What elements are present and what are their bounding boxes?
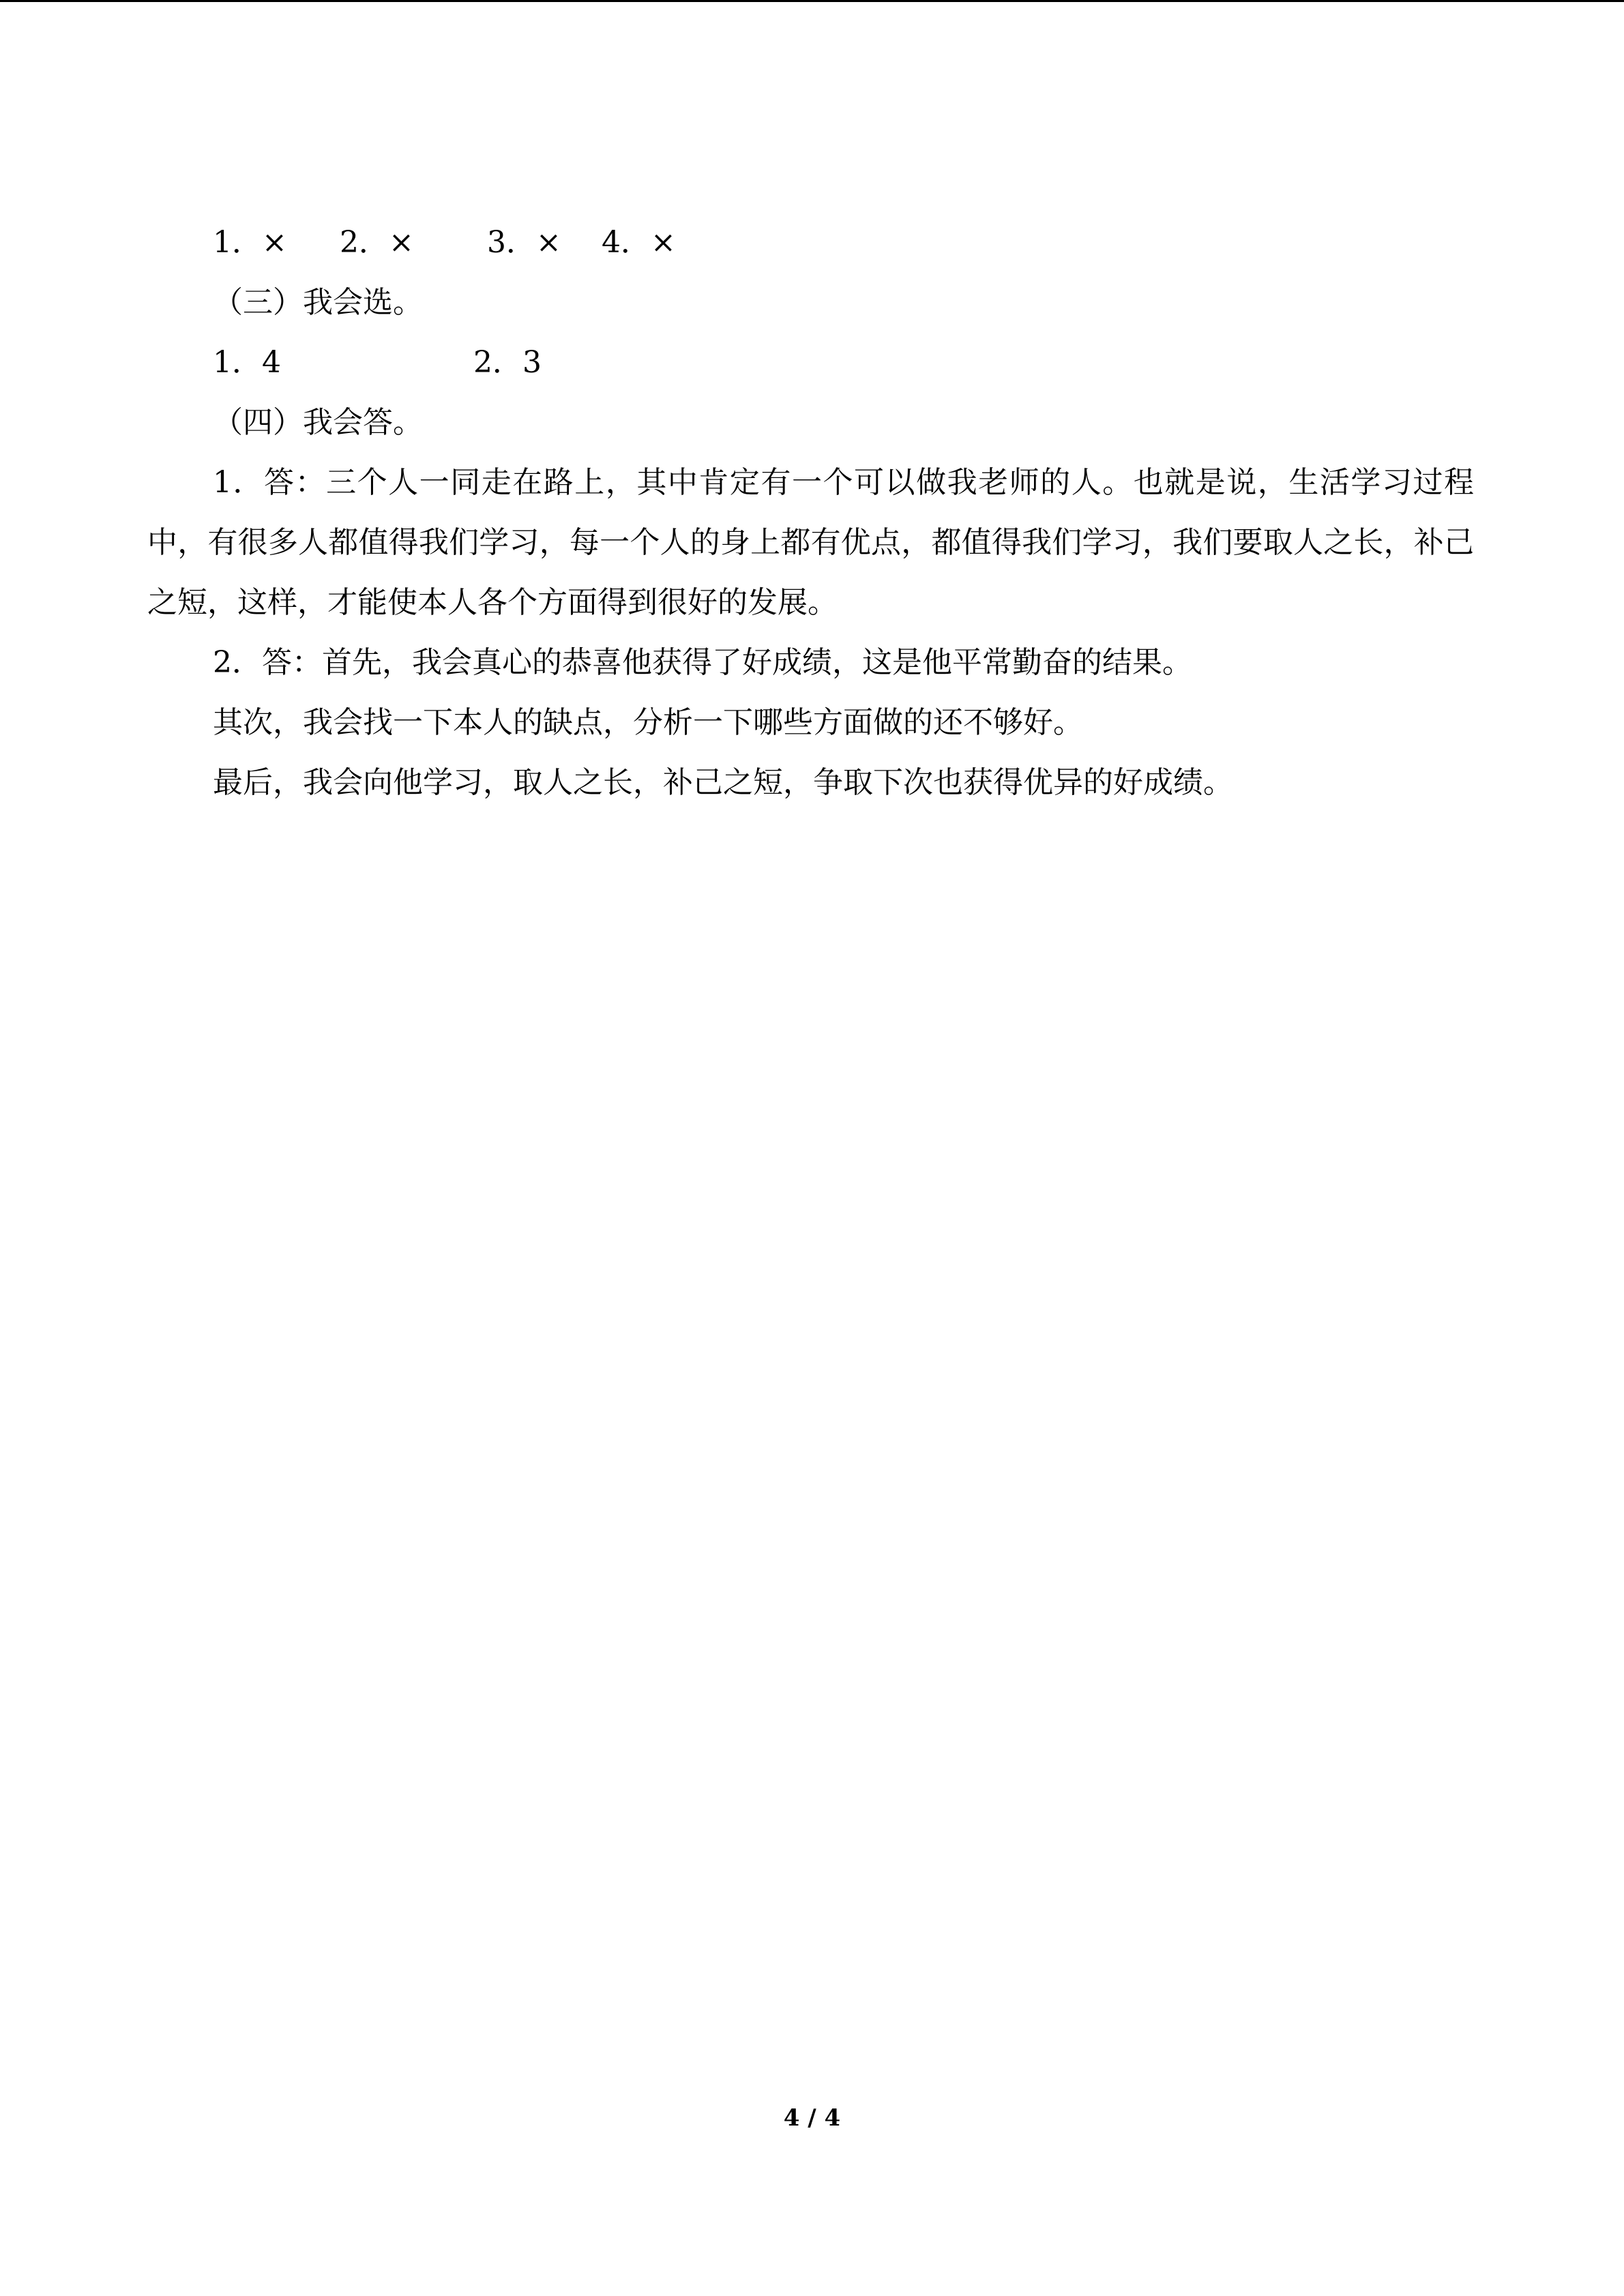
answer-2-line-3: 最后，我会向他学习，取人之长，补己之短，争取下次也获得优异的好成绩。 — [213, 765, 1233, 800]
choose-answer-2: 2．3 — [473, 345, 542, 380]
choose-answers-row — [147, 333, 1474, 393]
top-border-line — [0, 0, 1624, 2]
judge-answer-1: 1．× — [213, 225, 287, 260]
section-3-title: （三）我会选。 — [213, 285, 423, 320]
page-number: 4 / 4 — [783, 2104, 841, 2132]
choose-answer-1: 1．4 — [213, 345, 281, 380]
judge-answers-row — [147, 213, 1474, 273]
judge-answer-3: 3．× — [487, 225, 561, 260]
answer-1-paragraph: 1．答：三个人一同走在路上，其中肯定有一个可以做我老师的人。也就是说，生活学习过程中，有很多人都值得我们学习，每一个人的身上都有优点，都值得我们学习，我们要取人之长，补己之短，这样，才能使本人各个方面得到很好的发展。 — [147, 465, 1474, 620]
section-4-title: （四）我会答。 — [213, 405, 423, 440]
judge-answer-4: 4．× — [602, 225, 676, 260]
judge-answer-2: 2．× — [340, 225, 414, 260]
answer-2-line-1: 2．答：首先，我会真心的恭喜他获得了好成绩，这是他平常勤奋的结果。 — [213, 645, 1192, 680]
answer-2-line-2: 其次，我会找一下本人的缺点，分析一下哪些方面做的还不够好。 — [213, 705, 1083, 740]
document-body — [147, 213, 1474, 813]
